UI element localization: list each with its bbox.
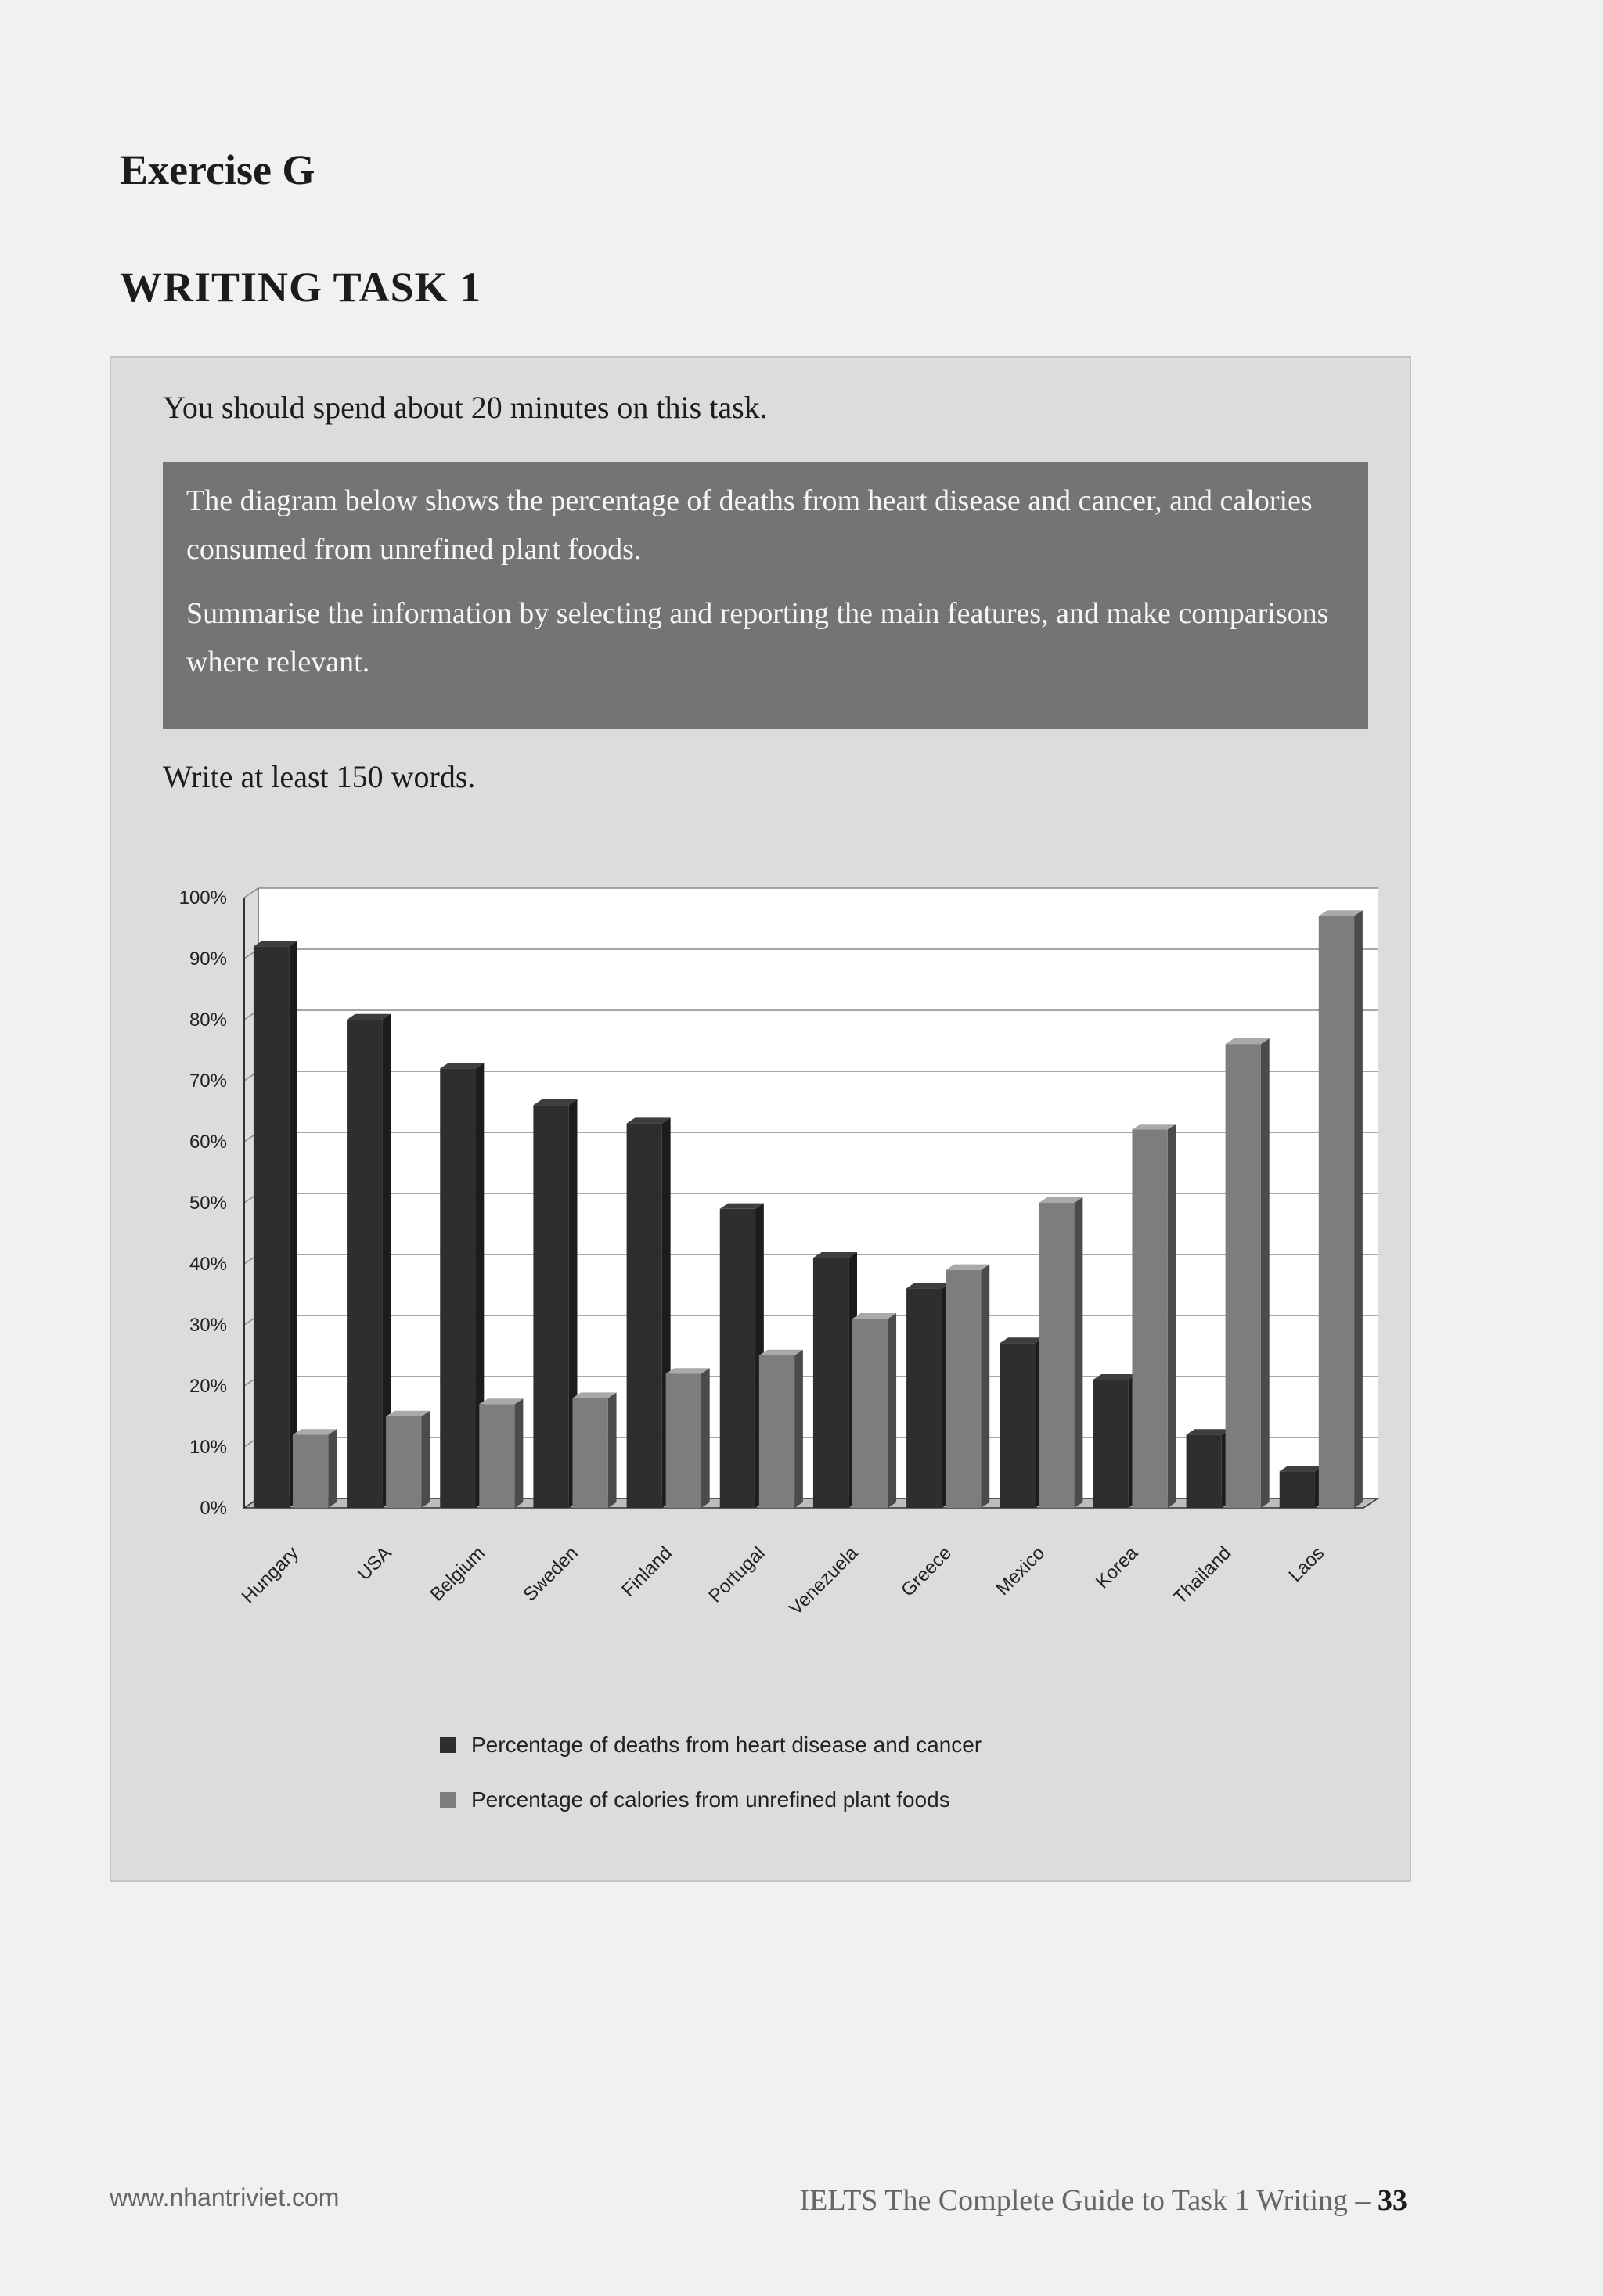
y-tick-label: 30% [189, 1315, 227, 1336]
bar [627, 1124, 662, 1508]
y-tick-label: 60% [189, 1132, 227, 1153]
bar [852, 1319, 888, 1508]
bar-side [421, 1411, 430, 1508]
task-box [110, 356, 1411, 1882]
exercise-title: Exercise G [120, 146, 315, 193]
bar [1319, 916, 1354, 1508]
bar [666, 1373, 701, 1508]
bar-side [1354, 910, 1363, 1508]
x-tick-label: Belgium [426, 1542, 490, 1606]
bar [720, 1209, 755, 1508]
y-tick-label: 80% [189, 1009, 227, 1031]
bar-chart [158, 874, 1379, 1547]
bar [759, 1355, 794, 1508]
y-tick-label: 0% [200, 1498, 227, 1519]
x-tick-label: USA [353, 1542, 396, 1585]
bar-side [1168, 1124, 1176, 1508]
bar-side [1261, 1038, 1270, 1508]
x-tick-label: Korea [1091, 1542, 1143, 1593]
legend-item-deaths [440, 1731, 982, 1759]
x-tick-label: Laos [1284, 1542, 1329, 1586]
y-tick-label: 10% [189, 1437, 227, 1458]
bar-side [328, 1429, 337, 1508]
bar [1132, 1129, 1167, 1508]
chart-legend [440, 1731, 982, 1841]
page-number: 33 [1378, 2184, 1407, 2217]
bar [533, 1105, 568, 1508]
bar [1000, 1343, 1035, 1508]
bar [254, 946, 289, 1508]
x-tick-label: Thailand [1169, 1542, 1236, 1609]
bar [1039, 1203, 1074, 1508]
bar [1187, 1434, 1222, 1508]
bar-side [289, 941, 297, 1508]
bar [1093, 1380, 1128, 1508]
footer-title-text: IELTS The Complete Guide to Task 1 Writing – [799, 2184, 1371, 2217]
word-count-instruction: Write at least 150 words. [163, 759, 476, 794]
legend-swatch-dark [440, 1737, 456, 1753]
prompt-instruction: Summarise the information by selecting and reporting the main features, and make comparisons where relevant. [186, 597, 1329, 678]
bar [440, 1068, 475, 1508]
bar [1280, 1471, 1315, 1508]
x-tick-label: Portugal [704, 1542, 769, 1607]
footer-website: www.nhantriviet.com [110, 2183, 340, 2211]
bar [572, 1398, 607, 1508]
x-tick-label: Hungary [237, 1542, 303, 1608]
x-tick-label: Mexico [992, 1542, 1050, 1600]
y-tick-label: 20% [189, 1376, 227, 1397]
bar [1226, 1044, 1261, 1508]
bar-side [515, 1398, 524, 1508]
chart-area [158, 874, 1379, 1620]
x-tick-label: Greece [897, 1542, 956, 1601]
bar [479, 1404, 514, 1508]
legend-swatch-grey [440, 1792, 456, 1808]
legend-item-calories [440, 1786, 982, 1814]
x-tick-label: Venezuela [785, 1542, 863, 1620]
legend-label-calories: Percentage of calories from unrefined plant foods [471, 1787, 950, 1812]
bar-side [1075, 1197, 1083, 1508]
y-tick-label: 90% [189, 948, 227, 970]
footer-book-title [799, 2183, 1407, 2218]
y-tick-label: 70% [189, 1071, 227, 1092]
bar-side [888, 1313, 896, 1508]
y-tick-label: 50% [189, 1193, 227, 1214]
bar-side [981, 1265, 989, 1508]
spend-time-instruction: You should spend about 20 minutes on this task. [163, 390, 768, 425]
task-prompt-box [163, 462, 1368, 729]
bar-side [701, 1368, 710, 1508]
y-tick-label: 100% [178, 887, 227, 909]
bar-side [794, 1350, 803, 1508]
bar-side [608, 1392, 617, 1508]
bar [293, 1434, 328, 1508]
x-tick-label: Sweden [519, 1542, 583, 1606]
y-tick-label: 40% [189, 1254, 227, 1275]
task-title: WRITING TASK 1 [120, 264, 482, 311]
bar [347, 1020, 382, 1508]
prompt-description: The diagram below shows the percentage of deaths from heart disease and cancer, and calories consumed from unrefined plant foods. [186, 484, 1313, 566]
bar [813, 1258, 848, 1508]
legend-label-deaths: Percentage of deaths from heart disease and cancer [471, 1733, 982, 1757]
bar [386, 1416, 421, 1508]
x-tick-label: Finland [617, 1542, 676, 1601]
bar [946, 1270, 981, 1508]
bar [906, 1288, 942, 1508]
